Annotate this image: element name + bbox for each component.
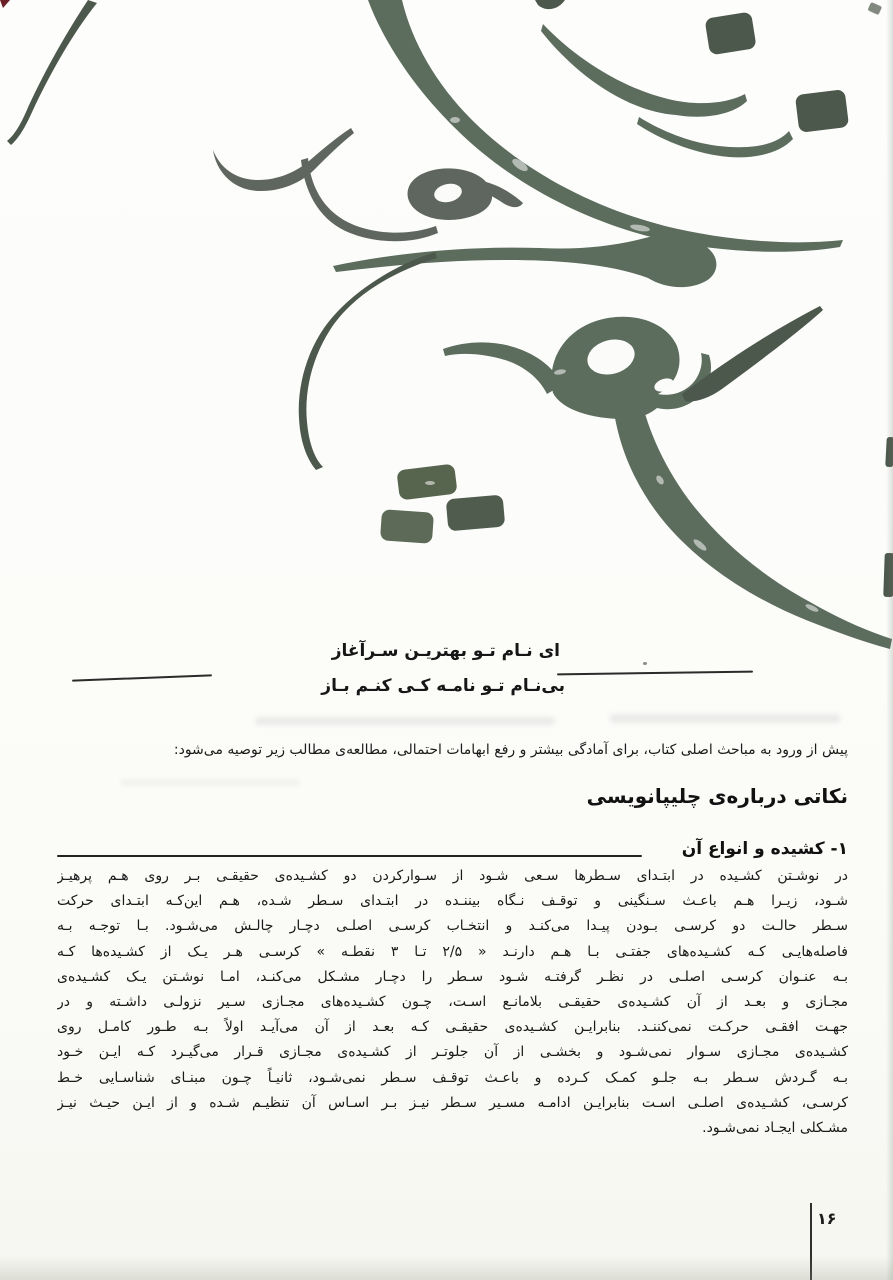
top-edge-wedge <box>535 0 565 9</box>
subsection-heading: ۱- کشیده و انواع آن <box>681 839 848 859</box>
body-line: سـطر حالـت دو کرسـی بـودن پیـدا می‌کنـد و انتخـاب کرسـی اصلـی دچـار چالـش می‌شـود. بـا توجـه بـه <box>57 918 848 935</box>
poem-hemistich-2: بی‌نـام تـو نامـه کـی کنـم بـاز <box>321 676 565 696</box>
body-line: شـود، زیـرا هـم باعـث سـنگینی و توقـف نـگاه بیننـده در ابتـدای سـطر شـده، هـم این‌کـه ابتـدای حرکت <box>57 893 848 910</box>
dots-cluster-dot-right <box>446 495 506 532</box>
body-line: جهـت افقـی حرکـت نمی‌کننـد. بنابرایـن کشـیده‌ی حقیقـی کـه بعـد از آن می‌آیـد اولاً بـه طـور کامـل روی <box>57 1019 848 1036</box>
body-line: کرسـی، کشـیده‌ی اصلـی اسـت بنابرایـن ادامـه مسـیر سـطر نیـز بـر اسـاس آن تنظیـم شـده و از ایـن حیـث نیـز <box>57 1094 848 1111</box>
poem-divider-left <box>72 674 212 681</box>
bleedthrough-smudge <box>120 779 300 786</box>
kaf-arm-stroke <box>213 128 354 191</box>
thin-arc-top-left-stroke <box>7 0 97 145</box>
ink-speck <box>643 662 647 665</box>
scan-bottom-band <box>0 1256 893 1280</box>
right-edge-mark-3 <box>867 2 882 15</box>
swirl-left-wave <box>443 342 562 394</box>
subsection-rule <box>57 855 642 857</box>
body-line: بـه گـردش سـطر بـه جلـو کمـک کـرده و باعـث توقـف سـطر نمی‌شـود، ثانیـاً چـون مبنـای شناسـایی خـط <box>57 1069 848 1086</box>
square-dot-top-right <box>704 11 756 55</box>
long-bottom-swash <box>612 394 892 649</box>
body-line-last: مشـکلی ایجـاد نمی‌شـود. <box>702 1119 848 1136</box>
square-dot-right <box>795 89 849 133</box>
bleedthrough-smudge <box>610 714 840 723</box>
poem-divider-right <box>557 671 753 676</box>
page-number: ۱۶ <box>817 1209 837 1228</box>
large-circle-arc <box>299 252 437 470</box>
section-heading: نکاتی درباره‌ی چلیپانویسی <box>586 784 848 808</box>
body-line: فاصله‌هایـی کـه کشـیده‌های جفتـی بـا هـم دارنـد « ۲/۵ تـا ۳ نقطـه » کرسـی هـر یـک از کشـیده‌ها کـه <box>57 943 848 960</box>
intro-sentence: پیش از ورود به مباحث اصلی کتاب، برای آمادگی بیشتر و رفع ابهامات احتمالی، مطالعه‌ی مطالب زیر توصیه می‌شود: <box>173 742 848 758</box>
body-line: کشـیده‌ی مجـازی سـوار نمی‌شـود و بخشـی از آن جلوتـر از کشـیده‌ی مجـازی قـرار می‌گیـرد کـه ایـن خـود <box>57 1044 848 1061</box>
corner-speck <box>0 0 10 8</box>
lower-wave-stroke <box>637 117 793 157</box>
center-wave-stroke <box>333 235 716 287</box>
bleedthrough-smudge <box>255 717 555 725</box>
body-paragraph <box>57 864 848 1141</box>
body-line: بـه عنـوان کرسـی اصلـی در نظـر گرفتـه شـود سـطر را دچـار مشـکل می‌کنـد، امـا نوشـتن یـک کشـیده‌ی <box>57 968 848 985</box>
dots-cluster-dot-left <box>380 509 434 544</box>
page-edge-shadow <box>886 0 893 1280</box>
poem-hemistich-1: ای نـام تـو بهتریـن سـرآغاز <box>331 641 560 661</box>
body-line: در نوشـتن کشـیده در ابتـدای سـطرها سـعی شـود از سـوارکردن دو کشـیده‌ی حقیقـی بـر روی هـم پرهیـز <box>57 868 848 884</box>
body-line: مجـازی و بعـد از آن کشـیده‌ی حقیقـی بلامانـع اسـت، چـون کشـیده‌های مجـازی سـیر نزولـی داشـته و در <box>57 993 848 1010</box>
